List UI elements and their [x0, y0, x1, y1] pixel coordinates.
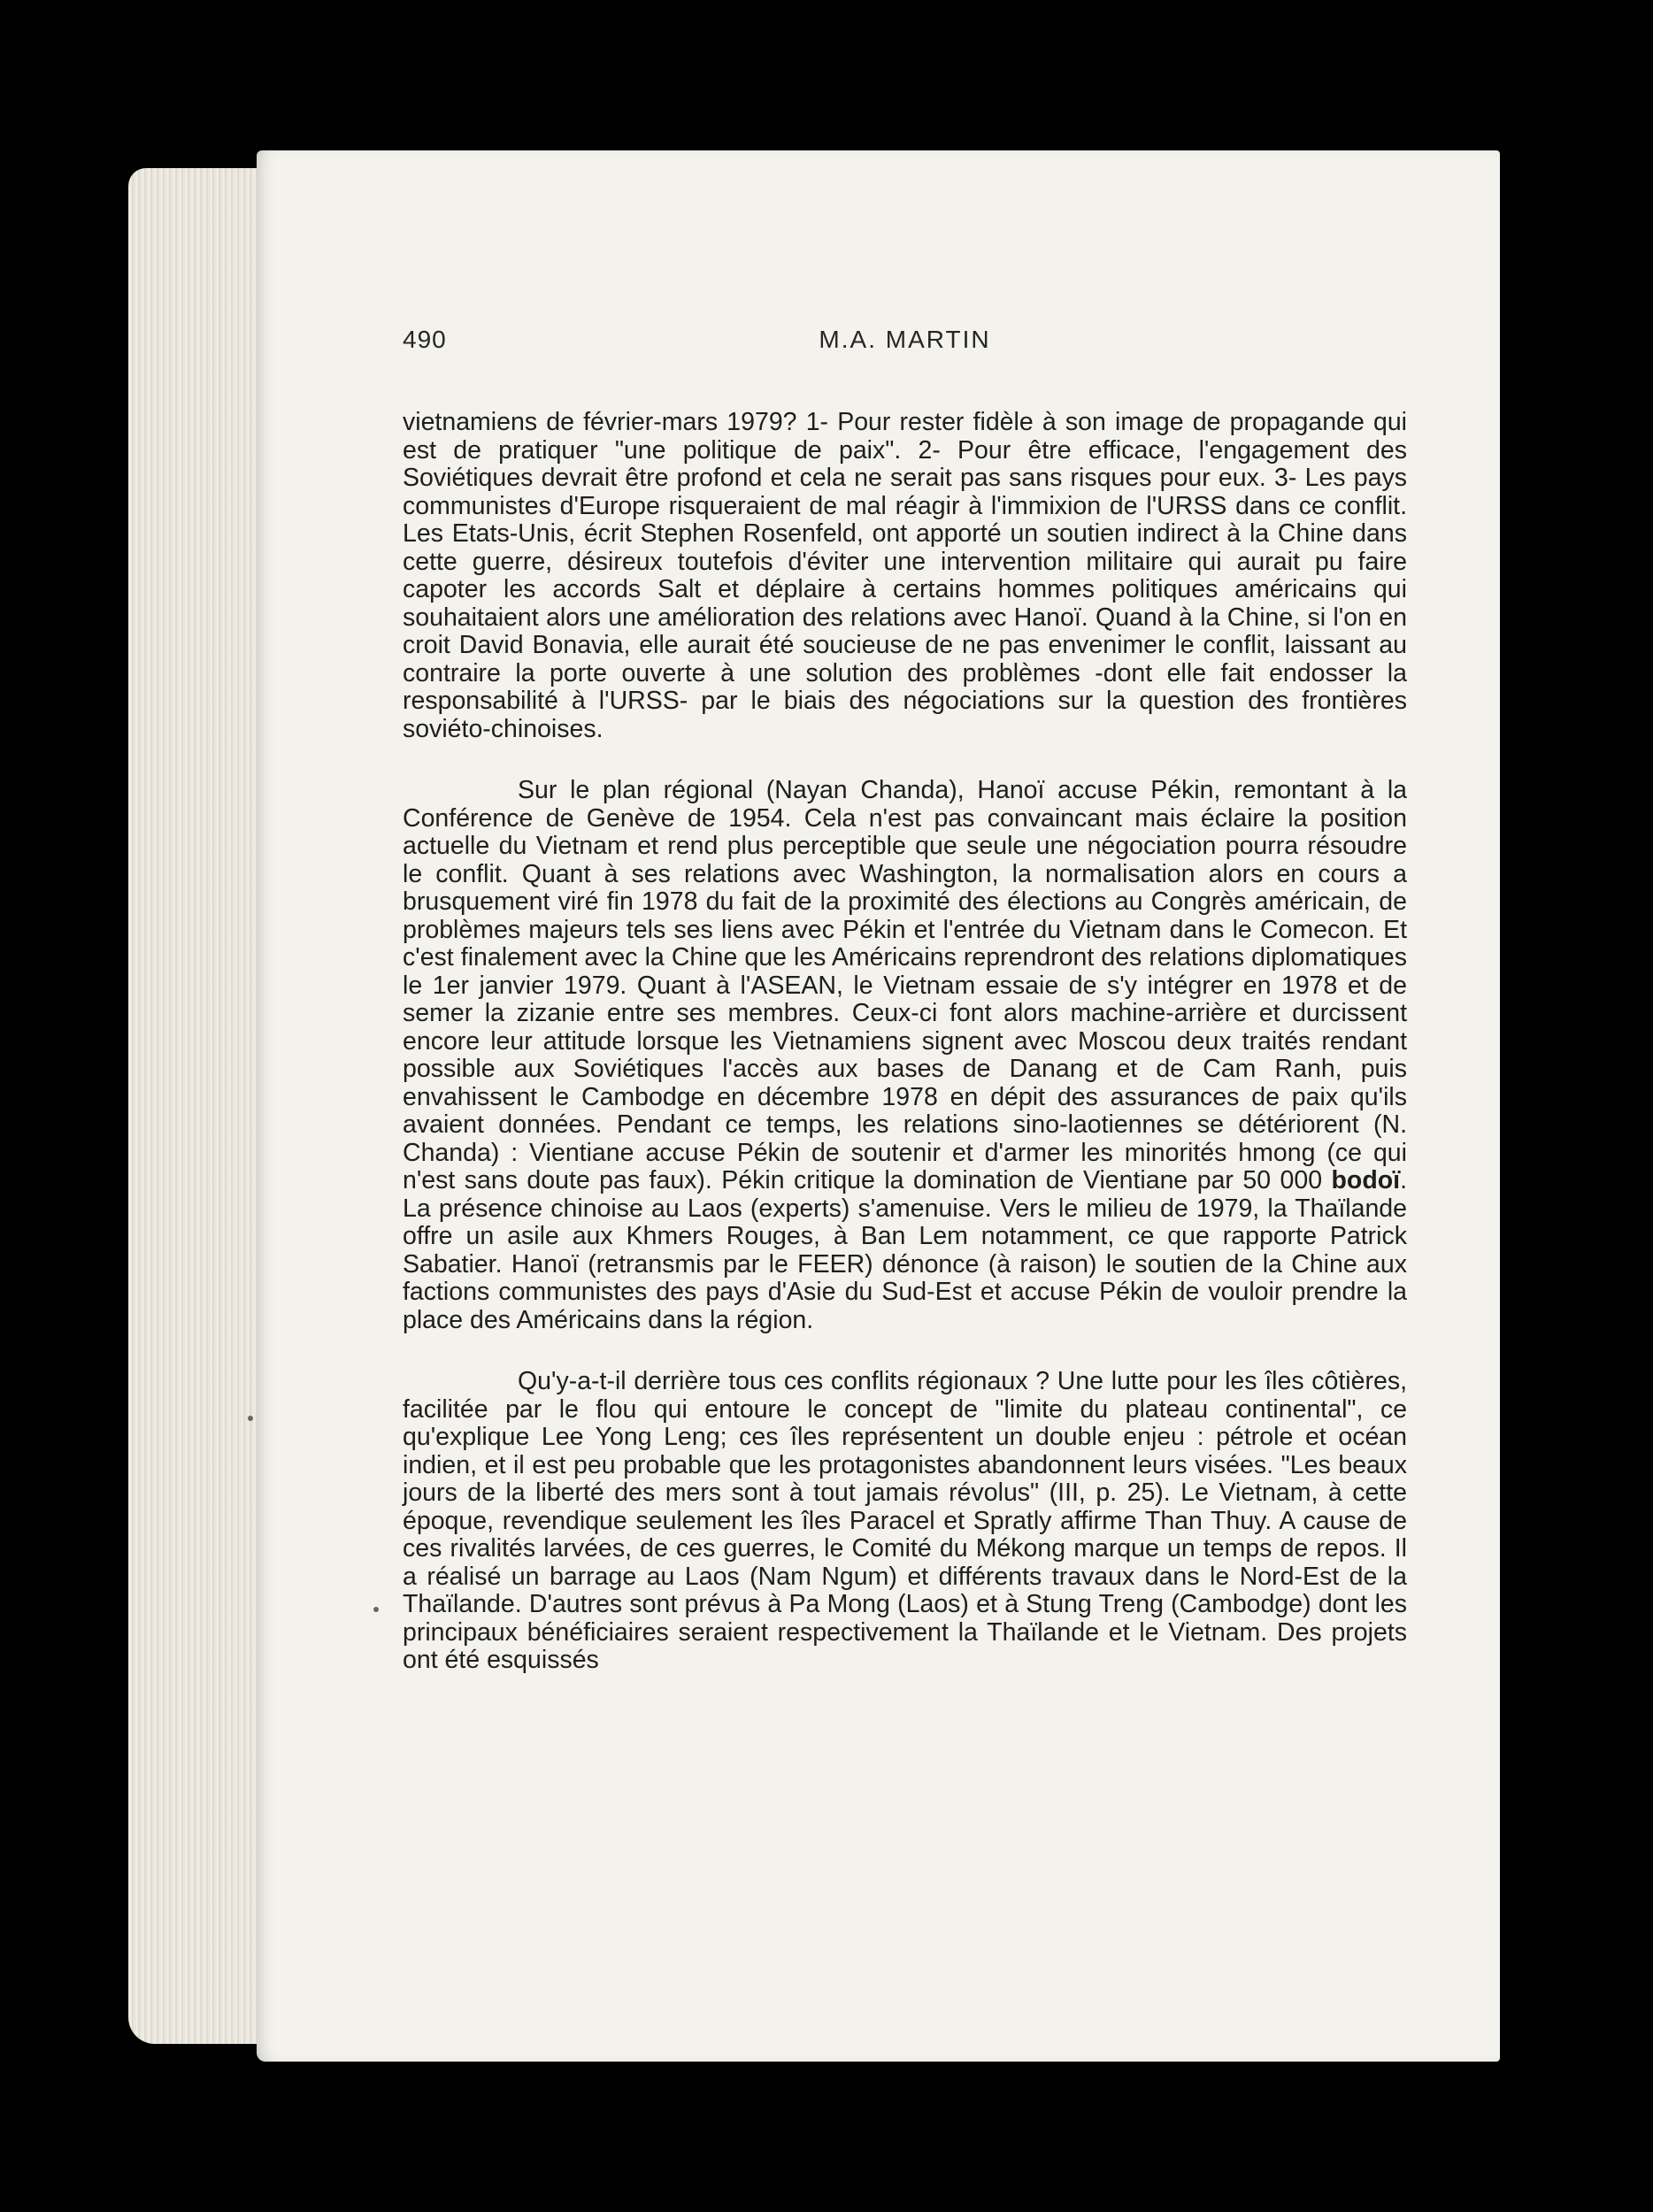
bold-term: bodoï: [1331, 1166, 1401, 1194]
paragraph-1: vietnamiens de février-mars 1979? 1- Pour rester fidèle à son image de propagande qui est de pratiquer "une politique de paix". 2- Pour être efficace, l'engagement des Soviétiques devrait être profond et cela ne serait pas sans risques pour eux. 3- Les pays communistes d'Europe risqueraient de mal réagir à l'immixion de l'URSS dans ce conflit. Les Etats-Unis, écrit Stephen Rosenfeld, ont apporté un soutien indirect à la Chine dans cette guerre, désireux toutefois d'éviter une intervention militaire qui aurait pu faire capoter les accords Salt et déplaire à certains hommes politiques américains qui souhaitaient alors une amélioration des relations avec Hanoï. Quand à la Chine, si l'on en croit David Bonavia, elle aurait été soucieuse de ne pas envenimer le conflit, laissant au contraire la porte ouverte à une solution des problèmes -dont elle fait endosser la responsabilité à l'URSS- par le biais des négociations sur la question des frontières soviéto-chinoises.: [403, 408, 1407, 743]
running-title: M.A. MARTIN: [819, 326, 991, 353]
paragraph-2-text: Sur le plan régional (Nayan Chanda), Hanoï accuse Pékin, remontant à la Conférence de Genève de 1954. Cela n'est pas convaincant mais éclaire la position actuelle du Vietnam et rend plus perceptible que seule une négociation pourra résoudre le conflit. Quant à ses relations avec Washington, la normalisation alors en cours a brusquement viré fin 1978 du fait de la proximité des élections au Congrès américain, de problèmes majeurs tels ses liens avec Pékin et l'entrée du Vietnam dans le Comecon. Et c'est finalement avec la Chine que les Américains reprendront des relations diplomatiques le 1er janvier 1979. Quant à l'ASEAN, le Vietnam essaie de s'y intégrer en 1978 et de semer la zizanie entre ses membres. Ceux-ci font alors machine-arrière et durcissent encore leur attitude lorsque les Vietnamiens signent avec Moscou deux traités rendant possible aux Soviétiques l'accès aux bases de Danang et de Cam Ranh, puis envahissent le Cambodge en décembre 1978 en dépit des assurances de paix qu'ils avaient données. Pendant ce temps, les relations sino-laotiennes se détériorent (N. Chanda) : Vientiane accuse Pékin de soutenir et d'armer les minorités hmong (ce qui n'est sans doute pas faux). Pékin critique la domination de Vientiane par 50 000: [403, 776, 1407, 1194]
paragraph-2: [403, 777, 1407, 1334]
paragraph-3: Qu'y-a-t-il derrière tous ces conflits régionaux ? Une lutte pour les îles côtières, facilitée par le flou qui entoure le concept de "limite du plateau continental", ce qu'explique Lee Yong Leng; ces îles représentent un double enjeu : pétrole et océan indien, et il est peu probable que les protagonistes abandonnent leurs visées. "Les beaux jours de la liberté des mers sont à tout jamais révolus" (III, p. 25). Le Vietnam, à cette époque, revendique seulement les îles Paracel et Spratly affirme Than Thuy. A cause de ces rivalités larvées, de ces guerres, le Comité du Mékong marque un temps de repos. Il a réalisé un barrage au Laos (Nam Ngum) et différents travaux dans le Nord-Est de la Thaïlande. D'autres sont prévus à Pa Mong (Laos) et à Stung Treng (Cambodge) dont les principaux bénéficiaires seraient respectivement la Thaïlande et le Vietnam. Des projets ont été esquissés: [403, 1367, 1407, 1674]
margin-speck: [248, 1416, 253, 1421]
page-number: 490: [403, 326, 447, 353]
body-text: [403, 409, 1407, 1709]
margin-speck: [373, 1607, 379, 1612]
page-header: [403, 326, 1407, 370]
paragraph-2-text-after: . La présence chinoise au Laos (experts) s'amenuise. Vers le milieu de 1979, la Thaïlande offre un asile aux Khmers Rouges, à Ban Lem notamment, ce que rapporte Patrick Sabatier. Hanoï (retransmis par le FEER) dénonce (à raison) le soutien de la Chine aux factions communistes des pays d'Asie du Sud-Est et accuse Pékin de vouloir prendre la place des Américains dans la région.: [403, 1166, 1407, 1334]
